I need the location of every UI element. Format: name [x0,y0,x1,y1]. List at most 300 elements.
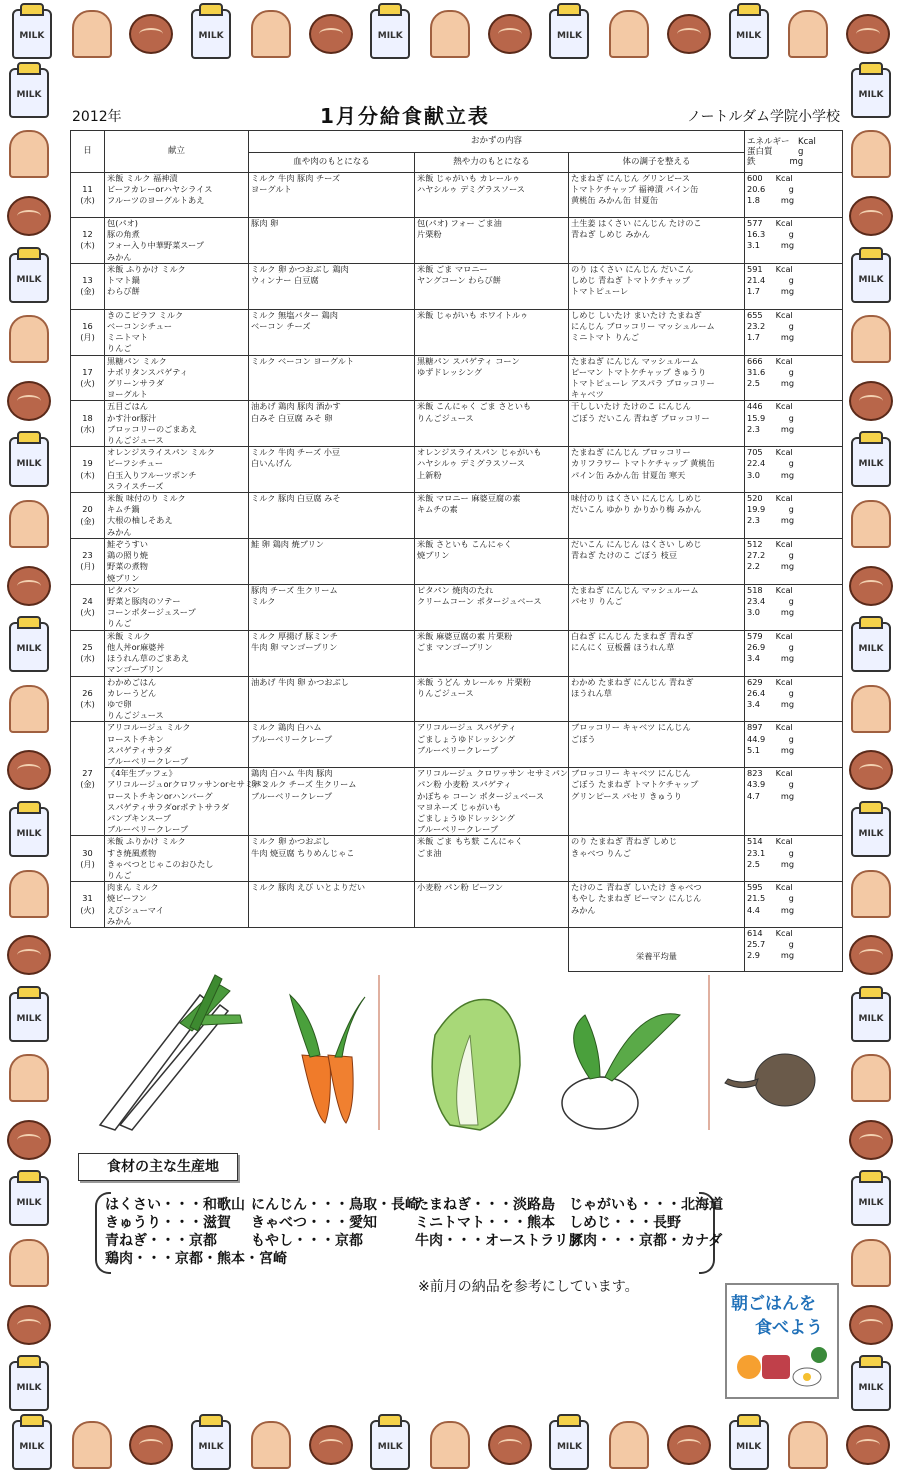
table-row [71,447,843,493]
green-group-cell-line: 干ししいたけ たけのこ にんじん [571,401,691,412]
green-group-cell-line: たまねぎ にんじん マッシュルーム [571,355,699,366]
red-group-cell-line: 豚肉 卵 [251,218,279,228]
red-group-cell-line: ミルク 無塩バター 鶏肉 [251,309,338,320]
table-row [71,263,843,309]
day-cell [71,630,105,676]
yellow-group-cell-line: ピタパン 焼肉のたれ [417,584,494,595]
average-nutrition [745,927,843,971]
day-of-week: (月) [80,332,95,343]
yellow-group-cell-line: クリームコーン ポタージュベース [417,596,542,607]
milk-icon [549,1420,589,1470]
green-group-cell [569,768,745,836]
menu-cell-line: ブロッコリーのごまあえ [107,423,197,434]
protein-value: 19.9 [747,504,766,515]
iron-unit: mg [780,469,795,480]
menu-cell [105,768,270,836]
border-item [183,1415,239,1475]
green-group-cell [569,309,745,355]
green-group-cell-line: にんじん ブロッコリー マッシュルーム [571,321,715,332]
menu-cell [105,836,249,882]
border-item [4,865,54,923]
bread-roll-icon [849,1120,893,1160]
milk-icon [9,807,49,857]
border-item [846,1234,896,1292]
energy-value: 591 [747,263,763,274]
iron-unit: mg [780,240,795,251]
menu-cell-line: アリコルージュ ミルク [107,722,191,733]
energy-value: 446 [747,401,763,412]
border-item [4,1050,54,1108]
milk-icon [851,437,891,487]
origin-item: きゅうり・・・滋賀 [105,1215,231,1231]
day-of-week: (金) [80,286,95,297]
chinese-cabbage-illustration [432,999,520,1130]
border-item [4,64,54,122]
menu-cell-line: 五目ごはん [107,401,148,412]
energy-unit: Kcal [775,768,793,779]
energy-value: 579 [747,630,763,641]
milk-label: MILK [858,644,884,655]
milk-label: MILK [736,31,762,41]
menu-table [70,130,843,972]
menu-cell [105,584,249,630]
yellow-group-cell-line: ゆずドレッシング [417,366,483,377]
green-group-cell [569,218,745,264]
iron-unit: mg [780,423,795,434]
day-number: 12 [82,229,93,240]
yellow-group-cell-line: ごま マンゴープリン [417,641,493,652]
nutrition-cell [745,493,843,539]
green-group-cell-line: キャベツ [571,389,604,400]
menu-cell-line: スパゲティサラダ [107,744,172,755]
nutrition-cell [745,722,843,768]
yellow-group-cell [415,676,569,722]
iron-value: 4.4 [747,904,761,915]
protein-value: 27.2 [747,550,766,561]
green-group-cell-line: のり たまねぎ 青ねぎ しめじ [571,836,678,847]
iron-value: 3.0 [747,469,761,480]
protein-value: 44.9 [747,733,766,744]
menu-cell [105,309,249,355]
energy-unit: Kcal [775,676,793,687]
nutrition-cell [745,401,843,447]
protein-value: 22.4 [747,458,766,469]
red-group-cell-line: ウィンナー 白豆腐 [251,275,319,286]
border-item [303,4,359,64]
menu-cell-line: フォー入り中華野菜スープ [107,240,205,251]
menu-cell-line: ブルーベリークレープ [107,755,189,766]
origins-note: ※前月の納品を参考にしています。 [418,1279,639,1295]
table-row [71,539,843,585]
milk-label: MILK [198,31,224,41]
border-item [846,434,896,492]
green-group-cell-line: しめじ しいたけ まいたけ たまねぎ [571,309,702,320]
energy-unit: Kcal [775,173,793,183]
menu-cell-line: スパゲティサラダorポテトサラダ [107,801,230,812]
origin-item [569,1250,705,1268]
border-item [846,742,896,800]
origin-item: もやし・・・京都 [251,1233,363,1249]
energy-value: 705 [747,447,763,458]
yellow-group-cell-line: かぼちゃ コーン ポタージュベース [417,790,545,801]
milk-label: MILK [858,828,884,839]
border-item [781,1415,837,1475]
table-row [71,218,843,264]
menu-cell [105,401,249,447]
border-left [4,64,54,1415]
border-right [846,64,896,1415]
border-item [4,372,54,430]
menu-cell-line: 米飯 味付のり ミルク [107,493,186,504]
origin-row [105,1250,705,1268]
red-group-cell-line: ミルク 鶏肉 白ハム [251,722,322,733]
protein-value: 23.1 [747,847,766,858]
day-of-week: (金) [80,515,95,526]
day-cell [71,539,105,585]
milk-icon [370,9,410,59]
iron-value: 3.4 [747,698,761,709]
protein-unit: g [788,596,794,607]
yellow-group-cell-line: ごま油 [417,847,442,858]
day-number: 18 [82,412,93,423]
menu-cell-line: りんご [107,869,132,880]
protein-unit: g [788,641,794,652]
iron-value: 1.7 [747,286,761,297]
border-item [422,4,478,64]
yellow-group-cell-line: 米飯 麻婆豆腐の素 片栗粉 [417,630,513,641]
menu-cell-line: ゆで卵 [107,698,132,709]
yellow-group-cell [415,355,569,401]
menu-cell-line: 米飯 ふりかけ ミルク [107,263,186,274]
menu-cell [105,722,249,768]
origin-item: きゃべつ・・・愛知 [251,1215,377,1231]
border-item [4,803,54,861]
menu-cell-line: コーンポタージュスープ [107,607,196,618]
menu-cell-line: ヨーグルト [107,389,148,400]
milk-icon [851,253,891,303]
menu-cell [105,882,249,928]
yellow-group-cell-line: マヨネーズ じゃがいも [417,801,502,812]
origin-row [105,1214,705,1232]
day-cell [71,722,105,836]
nutrition-cell [745,263,843,309]
green-group-cell [569,493,745,539]
bread-icon [9,870,49,918]
red-group-cell [249,630,415,676]
header-day: 日 [71,131,105,173]
iron-value: 2.5 [747,378,761,389]
table-row [71,401,843,447]
red-group-cell-line: 白いんげん [251,458,292,469]
menu-cell [105,218,249,264]
milk-label: MILK [858,1013,884,1024]
milk-label: MILK [16,1383,42,1394]
red-group-cell [249,539,415,585]
bread-roll-icon [849,381,893,421]
red-group-cell [249,263,415,309]
red-group-cell-line: ミルク 牛肉 チーズ 小豆 [251,447,341,458]
menu-cell [105,447,249,493]
nutrition-cell [745,447,843,493]
menu-cell-line: ミニトマト [107,332,148,343]
table-row [71,768,843,836]
day-cell [71,263,105,309]
taro-illustration [725,1054,815,1106]
green-onion-illustration [100,975,242,1130]
iron-value: 1.8 [747,195,761,206]
header-energy: エネルギー Kcal [747,136,816,147]
yellow-group-cell [415,309,569,355]
border-item [846,618,896,676]
table-row [71,355,843,401]
red-group-cell [249,584,415,630]
red-group-cell-line: 油あげ 鶏肉 豚肉 酒かす [251,401,341,412]
milk-label: MILK [19,1442,45,1452]
menu-cell-line: りんごジュース [107,435,164,446]
iron-value: 3.0 [747,607,761,618]
breakfast-line2: 食べよう [755,1318,823,1338]
green-group-cell-line: カリフラワー トマトケチャップ 黄桃缶 [571,458,715,469]
nutrition-cell [745,768,843,836]
green-group-cell-line: トマトピューレ アスパラ ブロッコリー [571,378,715,389]
yellow-group-cell-line: 焼プリン [417,550,450,561]
breakfast-badge [725,1283,839,1399]
bread-roll-icon [846,1425,890,1465]
turnip-illustration [562,1014,680,1129]
red-group-cell-line: ベーコン チーズ [251,321,311,332]
bread-icon [9,1054,49,1102]
average-label: 栄養平均量 [569,927,745,971]
energy-value: 666 [747,355,763,366]
menu-cell [105,355,249,401]
header-iron: 鉄 mg [747,156,804,167]
border-item [840,1415,896,1475]
border-item [482,4,538,64]
iron-unit: mg [780,607,795,618]
green-group-cell-line: ブロッコリー キャベツ にんじん [571,768,691,779]
border-item [661,1415,717,1475]
milk-label: MILK [198,1442,224,1452]
green-group-cell-line: ピーマン トマトケチャップ きゅうり [571,366,707,377]
yellow-group-cell [415,173,569,218]
bread-roll-icon [309,14,353,54]
day-cell [71,493,105,539]
border-item [4,1296,54,1354]
border-item [4,187,54,245]
bread-icon [430,1421,470,1469]
origin-item: 牛肉・・・オーストラリア [415,1233,583,1249]
menu-cell-line: 肉まん ミルク [107,882,159,893]
protein-value: 23.4 [747,596,766,607]
green-group-cell-line: たまねぎ にんじん グリンピース [571,173,691,183]
menu-cell [105,493,249,539]
border-item [4,434,54,492]
yellow-group-cell-line: りんごジュース [417,687,474,698]
milk-label: MILK [16,1198,42,1209]
protein-unit: g [788,412,794,423]
menu-cell-line: スライスチーズ [107,480,164,491]
protein-value: 21.5 [747,893,766,904]
milk-icon [549,9,589,59]
milk-icon [9,1361,49,1411]
average-row [71,927,843,971]
iron-value: 2.5 [747,858,761,869]
yellow-group-cell-line: キムチの素 [417,504,458,515]
yellow-group-cell-line: 黒糖パン スパゲティ コーン [417,355,520,366]
bread-roll-icon [667,14,711,54]
origin-item: にんじん・・・鳥取・長崎 [251,1197,419,1213]
border-item [846,1050,896,1108]
green-group-cell-line: ごぼう [571,733,596,744]
yellow-group-cell-line: 米飯 マロニー 麻婆豆腐の素 [417,493,521,504]
day-cell [71,401,105,447]
table-row [71,173,843,218]
milk-icon [851,992,891,1042]
energy-unit: Kcal [775,584,793,595]
bread-icon [851,315,891,363]
day-cell [71,836,105,882]
origins-box [95,1192,723,1272]
red-group-cell-line: ヨーグルト [251,184,292,195]
carrot-illustration [290,995,365,1123]
day-cell [71,173,105,218]
protein-value: 43.9 [747,779,766,790]
energy-unit: Kcal [775,447,793,458]
origin-item: 鶏肉・・・京都・熊本・宮崎 [105,1251,287,1267]
origin-item [415,1250,569,1268]
green-group-cell [569,355,745,401]
energy-unit: Kcal [775,630,793,641]
yellow-group-cell-line: ブルーベリークレープ [417,824,499,835]
iron-unit: mg [780,790,795,801]
bread-icon [788,10,828,58]
iron-unit: mg [780,744,795,755]
menu-cell-line: ローストチキンorハンバーグ [107,790,213,801]
menu-cell-line: アリコルージュorクロワッサンorセサミパン [107,779,270,790]
milk-label: MILK [16,1013,42,1024]
table-row [71,630,843,676]
yellow-group-cell-line: ハヤシルゥ デミグラスソース [417,184,525,195]
bread-roll-icon [7,1305,51,1345]
menu-cell-line: ナポリタンスパゲティ [107,366,188,377]
green-group-cell [569,584,745,630]
energy-value: 629 [747,676,763,687]
milk-label: MILK [16,828,42,839]
border-item [542,1415,598,1475]
green-group-cell-line: たまねぎ にんじん ブロッコリー [571,447,691,458]
border-item [661,4,717,64]
table-row [71,882,843,928]
menu-cell-line: トマト鍋 [107,275,140,286]
yellow-group-cell-line: 小麦粉 パン粉 ビーフン [417,882,504,893]
milk-label: MILK [16,459,42,470]
menu-cell-line: ベーコンシチュー [107,321,173,332]
origin-item: 豚肉・・・京都・カナダ [569,1233,723,1249]
yellow-group-cell [415,768,569,836]
milk-label: MILK [16,274,42,285]
red-group-cell-line: 牛肉 卵 マンゴープリン [251,641,338,652]
day-number: 16 [82,321,93,332]
day-of-week: (木) [80,469,95,480]
yellow-group-cell-line: 米飯 うどん カレールゥ 片栗粉 [417,676,531,687]
day-of-week: (火) [80,904,95,915]
header-yellow-group: 熱や力のもとになる [415,153,569,173]
menu-cell-line: ブルーベリークレープ [107,824,189,835]
protein-value: 26.4 [747,687,766,698]
border-item [422,1415,478,1475]
protein-value: 20.6 [747,184,766,195]
menu-cell-line: ローストチキン [107,733,164,744]
border-item [123,1415,179,1475]
energy-value: 577 [747,218,763,228]
bread-icon [72,1421,112,1469]
menu-cell-line: 米飯 ふりかけ ミルク [107,836,186,847]
protein-unit: g [788,847,794,858]
origin-item: たまねぎ・・・淡路島 [415,1197,555,1213]
border-item [846,680,896,738]
protein-unit: g [788,893,794,904]
menu-cell-line: きゃべつとじゃこのおひたし [107,858,214,869]
red-group-cell-line: ミルク 卵 かつおぶし 鶏肉 [251,263,349,274]
border-item [4,557,54,615]
milk-icon [191,1420,231,1470]
milk-icon [851,807,891,857]
breakfast-line1: 朝ごはんを [731,1294,816,1314]
bread-roll-icon [488,14,532,54]
day-number: 20 [82,504,93,515]
menu-cell-line: グリーンサラダ [107,378,165,389]
yellow-group-cell-line: ブルーベリークレープ [417,744,499,755]
energy-value: 512 [747,539,763,550]
avg-protein: 25.7 [747,939,766,950]
green-group-cell-line: グリンピース パセリ きゅうり [571,790,682,801]
yellow-group-cell [415,539,569,585]
green-group-cell [569,447,745,493]
bread-roll-icon [846,14,890,54]
milk-icon [191,9,231,59]
border-item [846,64,896,122]
menu-cell-line: 野菜と豚肉のソテー [107,596,181,607]
day-number: 17 [82,366,93,377]
bread-roll-icon [667,1425,711,1465]
border-item [303,1415,359,1475]
green-group-cell-line: だいこん ゆかり かりかり梅 みかん [571,504,702,515]
bread-icon [851,1239,891,1287]
bread-roll-icon [7,935,51,975]
yellow-group-cell [415,447,569,493]
day-of-week: (木) [80,698,95,709]
border-item [64,4,120,64]
day-number: 11 [82,183,93,194]
yellow-group-cell-line: 米飯 ごま もち麩 こんにゃく [417,836,523,847]
menu-cell-line: みかん [107,251,132,262]
energy-unit: Kcal [775,722,793,733]
milk-icon [12,9,52,59]
green-group-cell-line: のり はくさい にんじん だいこん [571,263,694,274]
bread-icon [72,10,112,58]
green-group-cell-line: たまねぎ にんじん マッシュルーム [571,584,699,595]
border-item [601,4,657,64]
yellow-group-cell [415,722,569,768]
border-item [4,126,54,184]
average-blank [71,927,569,971]
border-item [4,1415,60,1475]
menu-cell-line: 野菜の煮物 [107,561,148,572]
menu-cell [105,539,249,585]
header-protein: 蛋白質 g [747,146,804,157]
red-group-cell [249,401,415,447]
yellow-group-cell-line: ハヤシルゥ デミグラスソース [417,458,525,469]
